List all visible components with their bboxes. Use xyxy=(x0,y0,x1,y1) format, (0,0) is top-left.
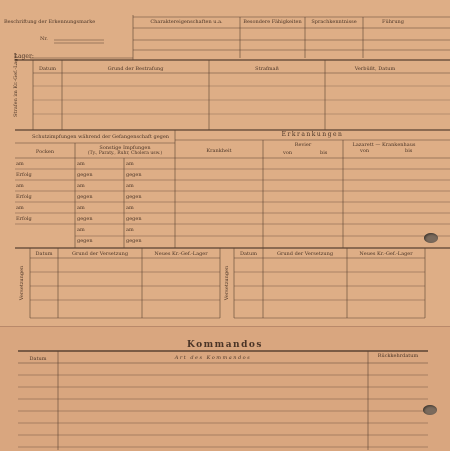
impf-cell-left: Erfolg xyxy=(16,172,32,178)
label-verbuesst: Verbüßt, Datum xyxy=(354,66,396,72)
label-vers-datum-left: Datum xyxy=(35,251,53,257)
label-rueckkehr: Rückkehrdatum xyxy=(377,353,419,359)
impf-cell-left: am xyxy=(16,183,24,189)
impf-cell-mid: am xyxy=(77,227,85,233)
label-faehigkeiten: Besondere Fähigkeiten xyxy=(243,19,302,25)
label-charakter: Charaktereigenschaften u.a. xyxy=(150,19,223,25)
impf-cell-right: am xyxy=(126,227,134,233)
impf-cell-left: Erfolg xyxy=(16,194,32,200)
label-vers-grund-left: Grund der Versetzung xyxy=(71,251,129,257)
label-vers-grund-right: Grund der Versetzung xyxy=(276,251,334,257)
label-revier-von: von xyxy=(283,150,293,156)
impf-cell-right: gegen xyxy=(126,194,142,200)
label-kommandos-datum: Datum xyxy=(29,356,47,362)
label-erkrankungen: Erkrankungen xyxy=(281,131,344,138)
impf-cell-mid: am xyxy=(77,183,85,189)
label-lazarett-von: von xyxy=(360,148,370,154)
impf-cell-mid: am xyxy=(77,205,85,211)
label-lazarett: Lazarett — Krankenhaus xyxy=(352,142,416,148)
impf-cell-mid: gegen xyxy=(77,216,93,222)
label-vers-datum-right: Datum xyxy=(240,251,257,257)
label-versetzungen-left: Versetzungen xyxy=(19,265,25,301)
punch-hole-lower xyxy=(423,405,437,415)
impf-cell-mid: gegen xyxy=(77,172,93,178)
label-impf-title: Schutzimpfungen während der Gefangenschaft gegen xyxy=(32,134,170,140)
impf-cell-left: Erfolg xyxy=(16,216,32,222)
impf-cell-left: am xyxy=(16,161,24,167)
label-versetzungen-right: Versetzungen xyxy=(224,265,230,301)
label-vers-neues-left: Neues Kr.-Gef.-Lager xyxy=(154,251,208,257)
impf-cell-mid: am xyxy=(77,161,85,167)
label-strafen-datum: Datum xyxy=(39,66,56,72)
impf-cell-mid: gegen xyxy=(77,194,93,200)
kommandos-title: Kommandos xyxy=(187,340,263,350)
label-strafmass: Strafmaß xyxy=(255,66,279,72)
impf-cell-right: am xyxy=(126,205,134,211)
label-nr: Nr. xyxy=(40,36,48,42)
impf-cell-right: gegen xyxy=(126,216,142,222)
label-lazarett-bis: bis xyxy=(405,148,413,154)
label-sonstige: Sonstige Impfungen xyxy=(99,145,151,151)
impf-cell-mid: gegen xyxy=(77,238,93,244)
label-strafen-grund: Grund der Bestrafung xyxy=(107,66,164,72)
label-pocken: Pocken xyxy=(35,149,55,155)
label-strafen-side: Strafen im Kr.-Gef.-Lager xyxy=(13,53,19,117)
label-krankheit: Krankheit xyxy=(206,148,232,154)
label-sonstige2: (Ty., Paraty., Ruhr, Cholera usw.) xyxy=(87,151,163,156)
label-revier-bis: bis xyxy=(320,150,328,156)
impf-cell-right: am xyxy=(126,183,134,189)
label-fuehrung: Führung xyxy=(382,19,404,25)
label-vers-neues-right: Neues Kr.-Gef.-Lager xyxy=(359,251,413,257)
label-lager: Lager: xyxy=(14,53,34,60)
label-kommandos-art: Art des Kommandos xyxy=(174,355,252,361)
impf-cell-right: am xyxy=(126,161,134,167)
impf-cell-right: gegen xyxy=(126,238,142,244)
punch-hole-upper xyxy=(424,233,438,243)
impf-cell-left: am xyxy=(16,205,24,211)
label-sprachkenntnisse: Sprachkenntnisse xyxy=(311,19,357,25)
label-beschriftung: Beschriftung der Erkennungsmarke xyxy=(4,19,96,25)
impf-cell-right: gegen xyxy=(126,172,142,178)
label-revier: Revier xyxy=(294,142,312,148)
